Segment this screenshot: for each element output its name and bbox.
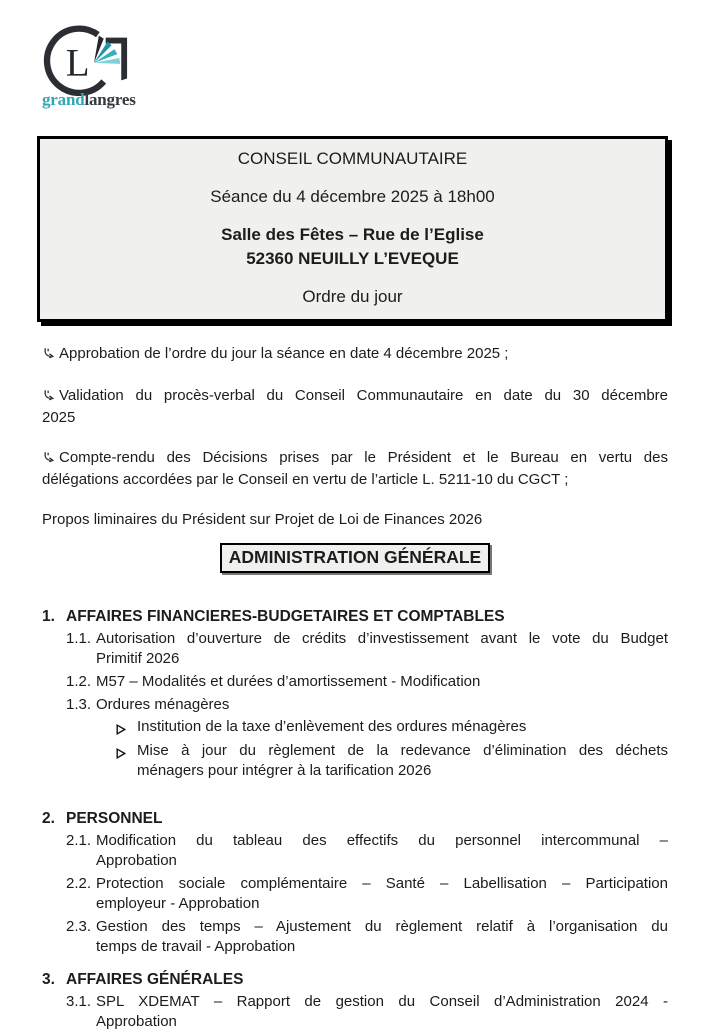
section-banner-row: [42, 543, 668, 573]
logo-wordmark-grand: grand: [42, 90, 85, 109]
item-number: 3.1.: [66, 993, 92, 1010]
item-text: Modification du tableau des effectifs du personnel intercommunal – Approbation: [96, 832, 668, 869]
section-banner: ADMINISTRATION GÉNÉRALE: [220, 543, 490, 573]
agenda-item: [66, 695, 668, 715]
section-affaires-financieres: [42, 606, 668, 781]
preamble-text: Compte-rendu des Décisions prises par le Président et le Bureau en vertu des: [59, 449, 668, 466]
preamble-text: Approbation de l’ordre du jour la séance en date 4 décembre 2025 ;: [59, 345, 509, 362]
agenda-sections: [42, 606, 668, 1032]
section-title: PERSONNEL: [66, 810, 163, 827]
agenda-item: [66, 629, 668, 669]
preamble-item: [42, 386, 668, 428]
agenda-item: [66, 917, 668, 957]
logo-wordmark-langres: langres: [84, 90, 136, 109]
item-text: SPL XDEMAT – Rapport de gestion du Conseil d’Administration 2024 - Approbation: [96, 993, 668, 1030]
notice-title: CONSEIL COMMUNAUTAIRE: [237, 149, 468, 168]
item-text: Ordures ménagères: [96, 696, 230, 713]
svg-text:L: L: [65, 41, 90, 85]
grand-langres-emblem-icon: [42, 24, 146, 96]
section-number: 3.: [42, 971, 55, 988]
agenda-item: [66, 874, 668, 914]
grand-langres-logo: [42, 24, 668, 110]
section-heading: [42, 969, 668, 990]
section-heading: [42, 808, 668, 829]
arrowhead-bullet-icon: [116, 741, 137, 781]
item-number: 1.2.: [66, 673, 92, 690]
notice-venue-line-2: 52360 NEUILLY L’EVEQUE: [246, 249, 459, 268]
item-text: Autorisation d’ouverture de crédits d’investissement avant le vote du Budget Primitif 2026: [96, 630, 668, 667]
sub-item-text: Institution de la taxe d’enlèvement des ordures ménagères: [137, 718, 527, 735]
item-text: M57 – Modalités et durées d’amortissement - Modification: [96, 673, 481, 690]
item-number: 2.2.: [66, 875, 92, 892]
section-title: AFFAIRES GÉNÉRALES: [66, 971, 244, 988]
section-items: [66, 831, 668, 957]
section-items: [66, 992, 668, 1032]
curved-arrow-bullet-icon: [42, 388, 59, 408]
agenda-item: [66, 831, 668, 871]
logo-wordmark: [42, 90, 668, 110]
section-personnel: [42, 808, 668, 957]
item-number: 1.1.: [66, 630, 92, 647]
sub-item: [116, 741, 668, 781]
agenda-item: [66, 672, 668, 692]
section-affaires-generales: [42, 969, 668, 1032]
item-text: Protection sociale complémentaire – Santé – Labellisation – Participation employeur - Approbation: [96, 875, 668, 912]
preamble-text: 2025: [42, 409, 76, 426]
preamble-text: délégations accordées par le Conseil en vertu de l’article L. 5211-10 du CGCT ;: [42, 471, 569, 488]
preamble-item: [42, 344, 668, 366]
section-items: [66, 629, 668, 781]
item-number: 2.1.: [66, 832, 92, 849]
notice-subtitle: Ordre du jour: [302, 287, 403, 306]
sub-item: [116, 717, 668, 741]
item-number: 1.3.: [66, 696, 92, 713]
preamble: [42, 344, 668, 530]
preliminary-remarks: Propos liminaires du Président sur Projet de Loi de Finances 2026: [42, 511, 483, 528]
sub-item-text: Mise à jour du règlement de la redevance d’élimination des déchets ménagers pour intégrer à la tarification 2026: [137, 742, 668, 779]
preamble-text: Validation du procès-verbal du Conseil Communautaire en date du 30 décembre: [59, 387, 668, 404]
item-number: 2.3.: [66, 918, 92, 935]
meeting-notice-box: [37, 136, 668, 322]
sub-items: [116, 717, 668, 781]
item-text: Gestion des temps – Ajustement du règlement relatif à l’organisation du temps de travail - Approbation: [96, 918, 668, 955]
preamble-item: [42, 448, 668, 490]
section-number: 1.: [42, 608, 55, 625]
curved-arrow-bullet-icon: [42, 346, 59, 366]
section-number: 2.: [42, 810, 55, 827]
notice-session-line: Séance du 4 décembre 2025 à 18h00: [210, 187, 495, 206]
section-title: AFFAIRES FINANCIERES-BUDGETAIRES ET COMPTABLES: [66, 608, 505, 625]
section-heading: [42, 606, 668, 627]
curved-arrow-bullet-icon: [42, 450, 59, 470]
notice-venue-line-1: Salle des Fêtes – Rue de l’Eglise: [221, 225, 484, 244]
agenda-item: [66, 992, 668, 1032]
arrowhead-bullet-icon: [116, 717, 137, 741]
